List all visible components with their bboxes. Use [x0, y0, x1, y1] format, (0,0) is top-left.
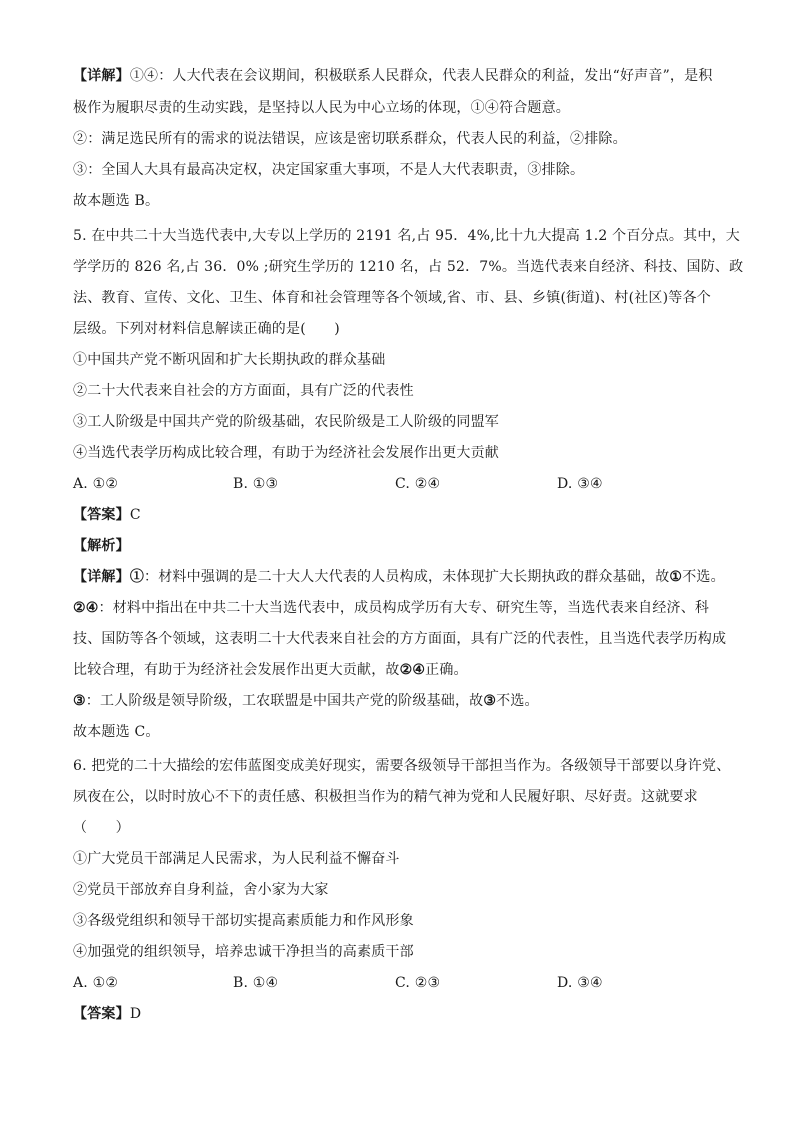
answer-value: C [129, 507, 141, 523]
q6-option-b: B. ①④ [233, 975, 279, 991]
q6-option-a: A. ①② [73, 975, 119, 991]
q6-option-d: D. ③④ [557, 975, 603, 991]
q6-stem-line-2: 夙夜在公，以时时放心不下的责任感、积极担当作为的精气神为党和人民履好职、尽好责。这就要求 [73, 789, 698, 805]
q6-options [73, 974, 723, 992]
q5-detail-line-2: ②④：材料中指出在中共二十大当选代表中，成员构成学历有大专、研究生等，当选代表来自经济、科 [73, 600, 710, 616]
q5-conclusion: 故本题选 C。 [73, 724, 160, 740]
q6-stem-line-1: 6. 把党的二十大描绘的宏伟蓝图变成美好现实，需要各级领导干部担当作为。各级领导干部要以身许党、 [73, 758, 731, 774]
q6-item-4: ④加强党的组织领导，培养忠诚干净担当的高素质干部 [73, 944, 414, 960]
q5-option-b: B. ①③ [233, 476, 279, 492]
q6-answer [73, 1005, 141, 1023]
q5-analysis-tag: 【解析】 [73, 538, 130, 554]
q5-detail-line-4: 比较合理，有助于为经济社会发展作出更大贡献，故②④正确。 [73, 662, 468, 678]
q5-stem-line-1: 5. 在中共二十大当选代表中,大专以上学历的 2191 名,占 95．4%,比十九大提高 1.2 个百分点。其中，大 [73, 228, 740, 244]
q5-detail-line-1: 【详解】①：材料中强调的是二十大人大代表的人员构成，未体现扩大长期执政的群众基础，故①不选。 [73, 569, 725, 585]
answer-tag: 【答案】 [73, 507, 130, 523]
prev-detail-line-3: ②：满足选民所有的需求的说法错误，应该是密切联系群众，代表人民的利益，②排除。 [73, 131, 627, 147]
q5-stem-line-2: 学学历的 826 名,占 36．0% ;研究生学历的 1210 名，占 52．7%。当选代表来自经济、科技、国防、政 [73, 259, 744, 275]
prev-detail-line-1: 【详解】①④：人大代表在会议期间，积极联系人民群众，代表人民群众的利益，发出“好声音”，是积 [73, 68, 713, 84]
detail-tag: 【详解】 [73, 68, 130, 84]
q5-answer [73, 506, 141, 524]
q6-stem-line-3: （ ） [73, 820, 130, 836]
q5-item-2: ②二十大代表来自社会的方方面面，具有广泛的代表性 [73, 383, 414, 399]
answer-value: D [129, 1006, 142, 1022]
answer-tag: 【答案】 [73, 1006, 130, 1022]
q5-options [73, 475, 723, 493]
prev-detail-line-2: 极作为履职尽责的生动实践，是坚持以人民为中心立场的体现，①④符合题意。 [73, 100, 570, 116]
q5-stem-line-3: 法、教育、宣传、文化、卫生、体育和社会管理等各个领域,省、市、县、乡镇(街道)、村(社区)等各个 [73, 290, 711, 306]
q6-option-c: C. ②③ [395, 975, 441, 991]
q6-item-2: ②党员干部放弃自身利益，舍小家为大家 [73, 882, 329, 898]
detail-tag: 【详解】 [73, 569, 130, 585]
q5-option-d: D. ③④ [557, 476, 603, 492]
q5-option-a: A. ①② [73, 476, 119, 492]
q5-item-3: ③工人阶级是中国共产党的阶级基础，农民阶级是工人阶级的同盟军 [73, 414, 499, 430]
q5-item-1: ①中国共产党不断巩固和扩大长期执政的群众基础 [73, 352, 386, 368]
prev-detail-line-4: ③：全国人大具有最高决定权，决定国家重大事项，不是人大代表职责，③排除。 [73, 162, 585, 178]
q5-detail-line-3: 技、国防等各个领域，这表明二十大代表来自社会的方方面面，具有广泛的代表性，且当选代表学历构成 [73, 631, 727, 647]
q5-stem-line-4: 层级。下列对材料信息解读正确的是( ) [73, 321, 340, 337]
q5-option-c: C. ②④ [395, 476, 441, 492]
q5-detail-line-5: ③：工人阶级是领导阶级，工农联盟是中国共产党的阶级基础，故③不选。 [73, 693, 539, 709]
q5-item-4: ④当选代表学历构成比较合理，有助于为经济社会发展作出更大贡献 [73, 445, 499, 461]
prev-conclusion: 故本题选 B。 [73, 193, 160, 209]
q6-item-3: ③各级党组织和领导干部切实提高素质能力和作风形象 [73, 913, 414, 929]
q6-item-1: ①广大党员干部满足人民需求，为人民利益不懈奋斗 [73, 851, 400, 867]
